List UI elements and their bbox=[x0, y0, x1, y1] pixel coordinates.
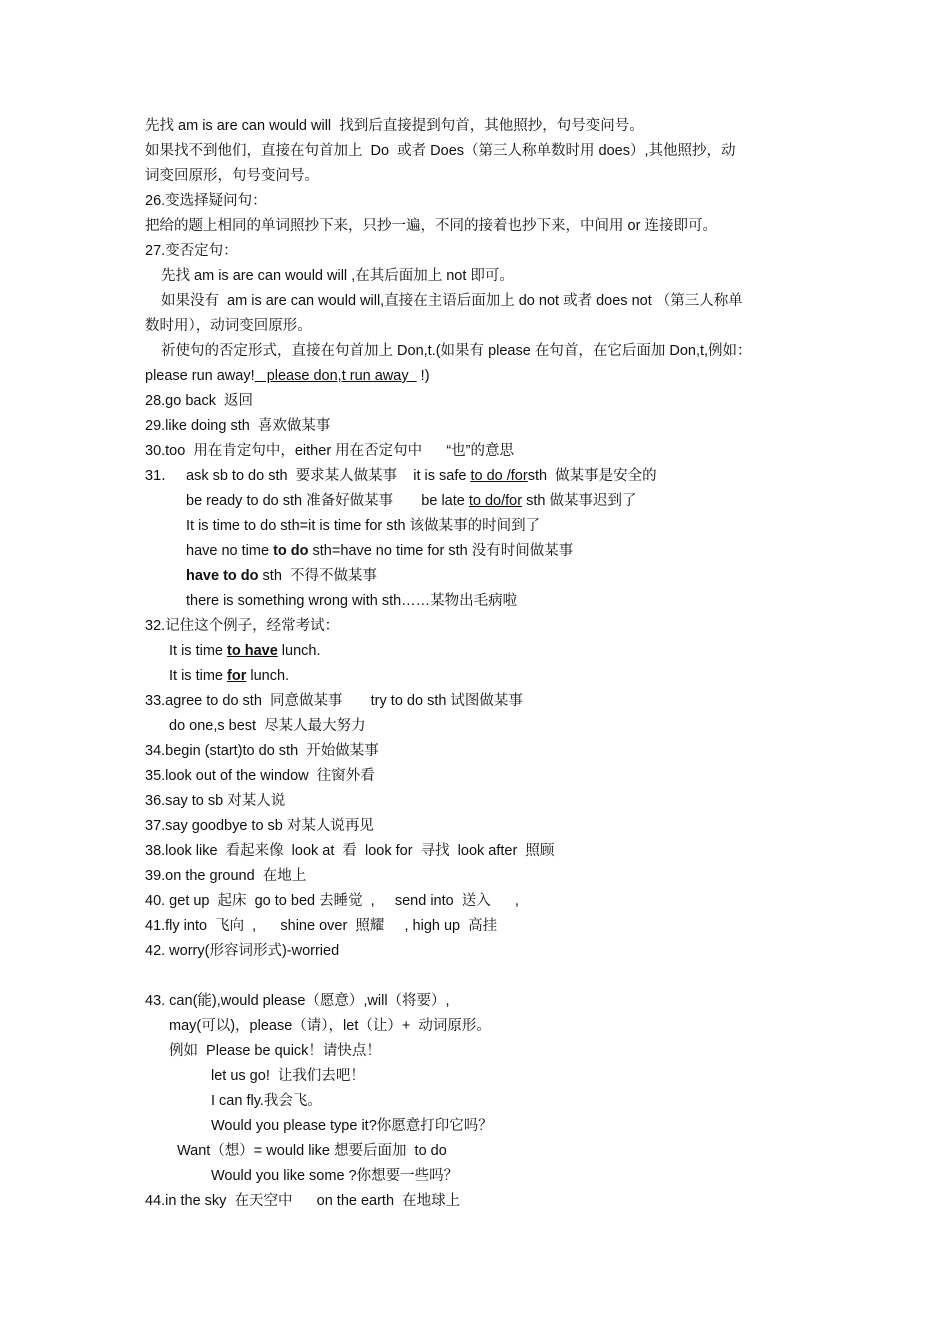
item-34: 34.begin (start)to do sth 开始做某事 bbox=[145, 743, 379, 759]
item-33: 33.agree to do sth 同意做某事 try to do sth 试图做某事 bbox=[145, 693, 523, 709]
item-31-line: It is time to do sth=it is time for sth 该做某事的时间到了 bbox=[186, 518, 541, 534]
item-40: 40. get up 起床 go to bed 去睡觉 , send into 送入 , bbox=[145, 893, 519, 909]
phrase: sth 做某事迟到了 bbox=[522, 493, 637, 509]
item-32-example bbox=[169, 641, 321, 661]
bold-underlined-phrase: to have bbox=[227, 643, 278, 659]
example-line bbox=[145, 366, 430, 386]
item-43-example: Would you like some ?你想要一些吗？ bbox=[211, 1168, 459, 1184]
phrase: lunch. bbox=[246, 668, 290, 684]
phrase: sth=have no time for sth 没有时间做某事 bbox=[308, 543, 574, 559]
item-43-sub: may(可以)，please（请），let（让）+ 动词原形。 bbox=[169, 1018, 491, 1034]
text-line: 把给的题上相同的单词照抄下来，只抄一遍，不同的接着也抄下来，中间用 or 连接即可。 bbox=[145, 218, 717, 234]
item-42: 42. worry(形容词形式)-worried bbox=[145, 943, 340, 959]
text-line: 如果没有 am is are can would will,直接在主语后面加上 do not 或者 does not （第三人称单 bbox=[161, 293, 743, 309]
section-heading-27: 27.变否定句： bbox=[145, 243, 238, 259]
bold-phrase: have to do bbox=[186, 568, 259, 584]
phrase: sth 做某事是安全的 bbox=[527, 468, 657, 484]
item-29: 29.like doing sth 喜欢做某事 bbox=[145, 418, 331, 434]
item-43-example: let us go! 让我们去吧！ bbox=[211, 1068, 365, 1084]
item-31-line: there is something wrong with sth……某物出毛病啦 bbox=[186, 593, 518, 609]
phrase: sth 不得不做某事 bbox=[258, 568, 377, 584]
item-31-line bbox=[186, 466, 657, 486]
phrase: have no time bbox=[186, 543, 274, 559]
item-37: 37.say goodbye to sb 对某人说再见 bbox=[145, 818, 374, 834]
bold-underlined-phrase: for bbox=[227, 668, 247, 684]
underlined-phrase: to do /for bbox=[470, 468, 528, 484]
item-43-example: I can fly.我会飞。 bbox=[211, 1093, 322, 1109]
example-text: please run away! bbox=[145, 368, 255, 384]
phrase: lunch. bbox=[277, 643, 321, 659]
bold-phrase: to do bbox=[273, 543, 309, 559]
item-43: 43. can(能),would please（愿意）,will（将要）, bbox=[145, 993, 450, 1009]
item-30: 30.too 用在肯定句中，either 用在否定句中 “也”的意思 bbox=[145, 443, 514, 459]
phrase: be ready to do sth 准备好做某事 be late bbox=[186, 493, 469, 509]
item-35: 35.look out of the window 往窗外看 bbox=[145, 768, 375, 784]
item-32-example bbox=[169, 666, 289, 686]
underlined-phrase: to do/for bbox=[468, 493, 523, 509]
item-44: 44.in the sky 在天空中 on the earth 在地球上 bbox=[145, 1193, 461, 1209]
item-36: 36.say to sb 对某人说 bbox=[145, 793, 286, 809]
phrase: ask sb to do sth 要求某人做某事 it is safe bbox=[186, 468, 471, 484]
item-32-title: 32.记住这个例子，经常考试： bbox=[145, 618, 340, 634]
phrase: It is time bbox=[169, 643, 228, 659]
text-line: 数时用），动词变回原形。 bbox=[145, 318, 312, 334]
item-31-line bbox=[186, 491, 636, 511]
example-answer: please don,t run away bbox=[254, 368, 417, 384]
section-heading-26: 26.变选择疑问句： bbox=[145, 193, 267, 209]
item-31-line bbox=[186, 541, 573, 561]
text-line: 先找 am is are can would will ,在其后面加上 not 即可。 bbox=[161, 268, 514, 284]
item-31-number: 31． bbox=[145, 468, 176, 484]
item-43-sub: 例如 Please be quick！请快点！ bbox=[169, 1043, 381, 1059]
text-line: 祈使句的否定形式，直接在句首加上 Don,t.(如果有 please 在句首，在它后面加 Don,t,例如： bbox=[161, 343, 752, 359]
item-33-sub: do one,s best 尽某人最大努力 bbox=[169, 718, 366, 734]
example-text: !) bbox=[416, 368, 430, 384]
item-43-sub: Want（想）= would like 想要后面加 to do bbox=[177, 1143, 447, 1159]
item-31-line bbox=[186, 566, 377, 586]
phrase: It is time bbox=[169, 668, 228, 684]
item-28: 28.go back 返回 bbox=[145, 393, 253, 409]
text-line: 如果找不到他们，直接在句首加上 Do 或者 Does（第三人称单数时用 does）,其他照抄，动 bbox=[145, 143, 736, 159]
item-39: 39.on the ground 在地上 bbox=[145, 868, 307, 884]
text-line: 先找 am is are can would will 找到后直接提到句首，其他照抄，句号变问号。 bbox=[145, 118, 644, 134]
item-43-example: Would you please type it?你愿意打印它吗？ bbox=[211, 1118, 493, 1134]
text-line: 词变回原形，句号变问号。 bbox=[145, 168, 319, 184]
item-38: 38.look like 看起来像 look at 看 look for 寻找 look after 照顾 bbox=[145, 843, 555, 859]
item-41: 41.fly into 飞向 , shine over 照耀 , high up 高挂 bbox=[145, 918, 498, 934]
